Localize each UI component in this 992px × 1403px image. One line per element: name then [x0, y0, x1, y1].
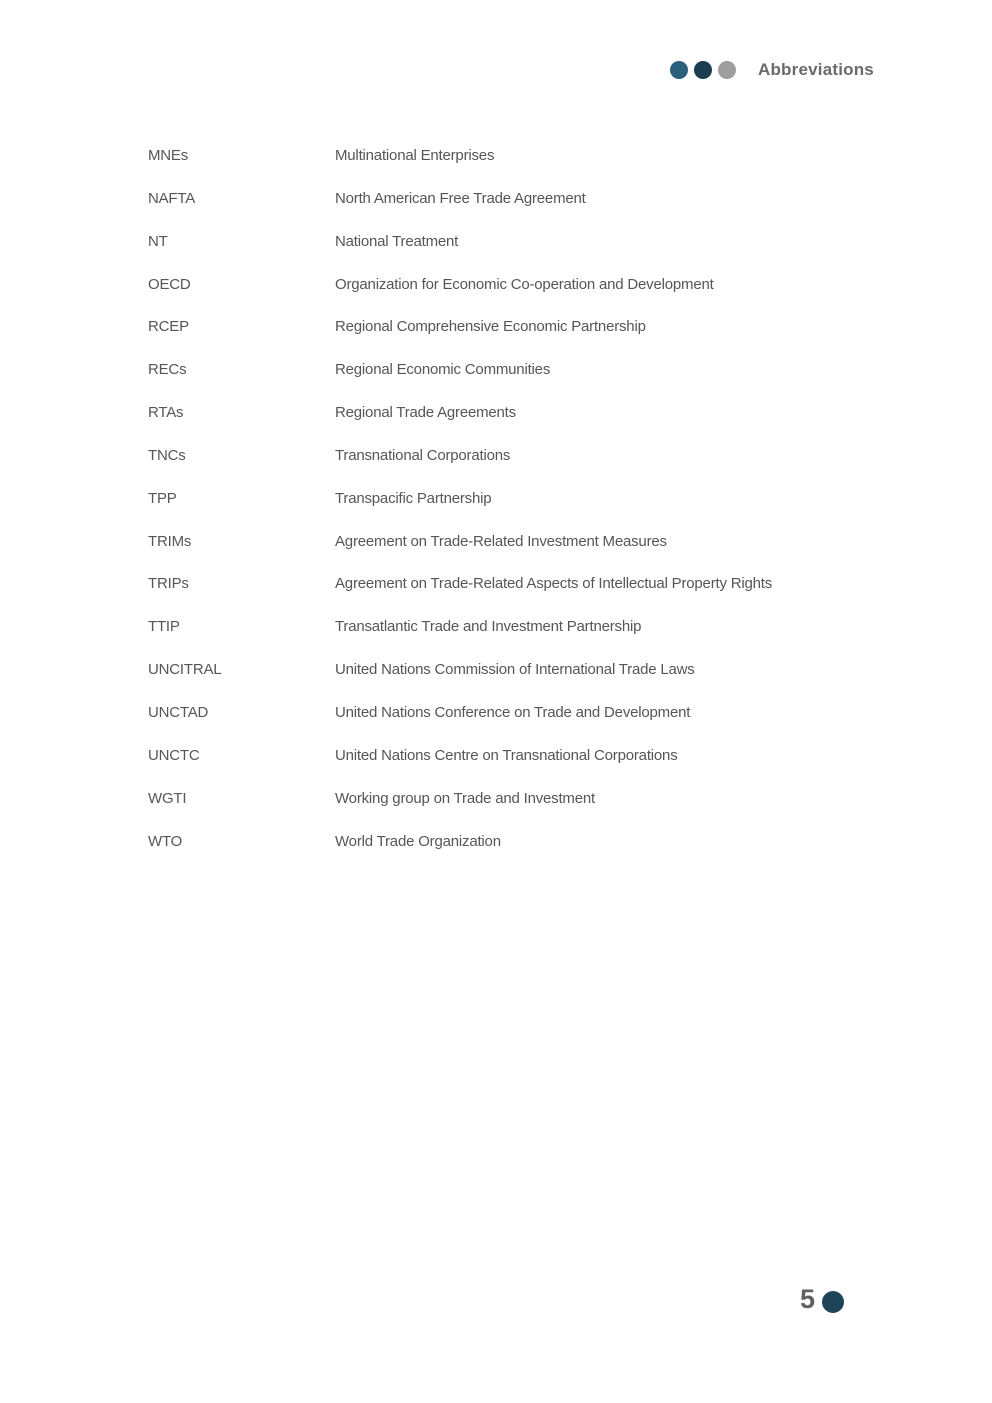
abbreviation-row: [148, 319, 952, 362]
abbreviation-definition: Regional Comprehensive Economic Partnership: [335, 318, 646, 336]
abbreviation-definition: Regional Trade Agreements: [335, 404, 516, 422]
abbreviation-term: TRIMs: [148, 532, 192, 550]
abbreviation-term: RCEP: [148, 318, 189, 336]
abbreviation-term: TPP: [148, 489, 177, 507]
header-dot-blue-icon: [670, 61, 688, 79]
abbreviation-row: [148, 791, 952, 834]
abbreviation-row: [148, 277, 952, 320]
page-footer: [800, 1284, 844, 1314]
abbreviation-definition: Transnational Corporations: [335, 446, 511, 464]
abbreviation-definition: United Nations Commission of International Trade Laws: [335, 661, 695, 679]
section-title: Abbreviations: [758, 60, 874, 79]
abbreviation-term: WGTI: [148, 789, 187, 807]
abbreviation-term: RTAs: [148, 404, 184, 422]
abbreviation-row: [148, 362, 952, 405]
abbreviation-row: [148, 576, 952, 619]
footer-dot-icon: [822, 1291, 844, 1313]
abbreviation-row: [148, 662, 952, 705]
abbreviation-term: UNCITRAL: [148, 661, 222, 679]
abbreviation-definition: National Treatment: [335, 232, 459, 250]
abbreviation-term: TTIP: [148, 618, 180, 636]
abbreviation-definition: Agreement on Trade-Related Investment Measures: [335, 532, 667, 550]
abbreviation-row: [148, 534, 952, 577]
abbreviation-definition: Organization for Economic Co-operation and Development: [335, 275, 714, 293]
page-header: [670, 61, 874, 79]
abbreviation-definition: United Nations Centre on Transnational Corporations: [335, 746, 678, 764]
abbreviation-definition: Regional Economic Communities: [335, 361, 551, 379]
abbreviation-row: [148, 448, 952, 491]
abbreviation-term: OECD: [148, 275, 191, 293]
abbreviation-term: NAFTA: [148, 189, 196, 207]
abbreviation-definition: Working group on Trade and Investment: [335, 789, 595, 807]
abbreviation-term: TNCs: [148, 446, 186, 464]
abbreviation-row: [148, 234, 952, 277]
abbreviation-row: [148, 705, 952, 748]
abbreviation-term: MNEs: [148, 147, 189, 164]
abbreviation-definition: United Nations Conference on Trade and Development: [335, 703, 691, 721]
header-dot-navy-icon: [694, 61, 712, 79]
abbreviation-term: TRIPs: [148, 575, 189, 593]
abbreviation-row: [148, 405, 952, 448]
abbreviation-definition: Multinational Enterprises: [335, 147, 495, 164]
abbreviation-term: WTO: [148, 832, 183, 850]
abbreviation-row: [148, 748, 952, 791]
header-dot-row: [670, 61, 742, 79]
abbreviation-row: [148, 191, 952, 234]
abbreviation-definition: Agreement on Trade-Related Aspects of Intellectual Property Rights: [335, 575, 773, 593]
header-dot-gray-icon: [718, 61, 736, 79]
abbreviation-row: [148, 148, 952, 191]
abbreviation-term: UNCTAD: [148, 703, 209, 721]
abbreviation-definition: Transatlantic Trade and Investment Partnership: [335, 618, 642, 636]
abbreviation-term: UNCTC: [148, 746, 200, 764]
abbreviation-term: RECs: [148, 361, 187, 379]
abbreviation-row: [148, 491, 952, 534]
abbreviation-definition: World Trade Organization: [335, 832, 501, 850]
page-number: 5: [800, 1284, 816, 1314]
abbreviation-term: NT: [148, 232, 168, 250]
abbreviation-definition: North American Free Trade Agreement: [335, 189, 586, 207]
abbreviation-definition: Transpacific Partnership: [335, 489, 492, 507]
abbreviations-list: [148, 148, 952, 876]
abbreviation-row: [148, 834, 952, 877]
abbreviation-row: [148, 619, 952, 662]
